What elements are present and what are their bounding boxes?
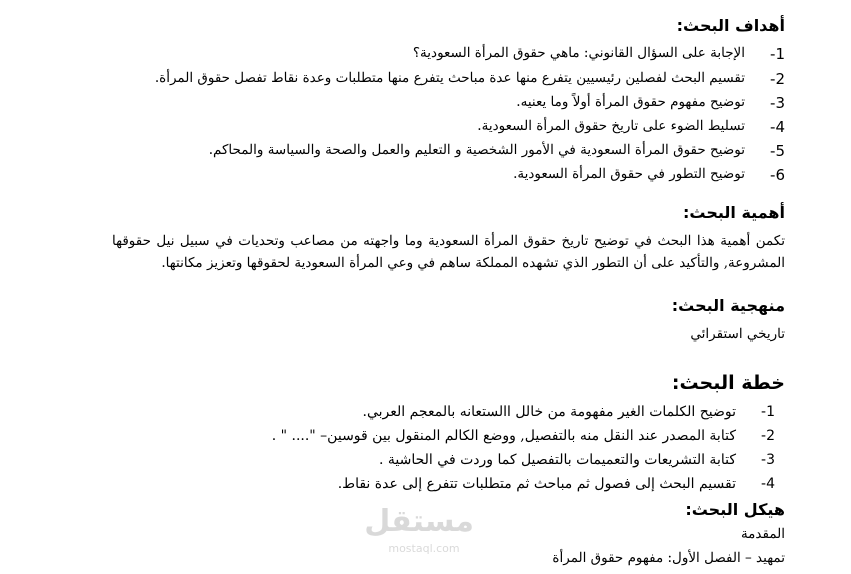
list-item-text: توضيح الكلمات الغير مفهومة من خالل االستعانه بالمعجم العربي. (362, 404, 736, 420)
list-item (0, 94, 785, 114)
list-item (0, 428, 785, 450)
list-item-number: 3- (761, 452, 775, 468)
list-item-number: 2- (761, 428, 775, 444)
list-item-number: 2- (770, 70, 785, 88)
list-item-text: تقسيم البحث إلى فصول ثم مباحث ثم متطلبات تتفرع إلى عدة نقاط. (337, 476, 736, 492)
list-item-text: توضيح التطور في حقوق المرأة السعودية. (513, 166, 745, 182)
list-item-number: 4- (761, 476, 775, 492)
list-item-number: 6- (770, 166, 785, 184)
structure-line: تمهيد – الفصل الأول: مفهوم حقوق المرأة (552, 550, 785, 566)
list-item (0, 166, 785, 186)
list-item-number: 3- (770, 94, 785, 112)
list-item (0, 118, 785, 138)
list-item-text: توضيح حقوق المرأة السعودية في الأمور الشخصية و التعليم والعمل والصحة والسياسة والمحاكم. (208, 142, 745, 158)
methodology-text: تاريخي استقرائي (690, 326, 785, 342)
list-item-text: كتابة المصدر عند النقل منه بالتفصيل, ووضع الكالم المنقول بين قوسين– ".... " . (271, 428, 736, 444)
list-item (0, 70, 785, 90)
list-item (0, 452, 785, 474)
list-item-text: كتابة التشريعات والتعميمات بالتفصيل كما وردت في الحاشية . (379, 452, 736, 468)
list-item (0, 45, 785, 65)
watermark-url: mostaql.com (388, 542, 460, 555)
structure-line: المقدمة (740, 526, 785, 542)
list-item (0, 476, 785, 498)
plan-heading: خطة البحث: (671, 372, 785, 394)
methodology-heading: منهجية البحث: (671, 296, 785, 315)
list-item-number: 1- (770, 45, 785, 63)
list-item (0, 404, 785, 426)
list-item-number: 1- (761, 404, 775, 420)
list-item-text: تسليط الضوء على تاريخ حقوق المرأة السعودية. (477, 118, 745, 134)
structure-heading: هيكل البحث: (685, 500, 785, 519)
list-item-number: 4- (770, 118, 785, 136)
importance-heading: أهمية البحث: (683, 203, 785, 222)
list-item-text: الإجابة على السؤال القانوني: ماهي حقوق المرأة السعودية؟ (412, 45, 745, 61)
watermark-logo: مستقل (364, 504, 474, 539)
list-item-text: توضيح مفهوم حقوق المرأة أولاً وما يعنيه. (516, 94, 745, 110)
objectives-heading: أهداف البحث: (676, 16, 785, 35)
list-item (0, 142, 785, 162)
list-item-text: تقسيم البحث لفصلين رئيسيين يتفرع منها عدة مباحث يتفرع منها متطلبات وعدة نقاط تفصل حقوق المرأة. (154, 70, 745, 86)
importance-paragraph: تكمن أهمية هذا البحث في توضيح تاريخ حقوق المرأة السعودية وما واجهته من مصاعب وتحديات في سبيل نيل حقوقها المشروعة, والتأكيد على أن التطور الذي تشهده المملكة ساهم في وعي المرأة السعودية لحقوقها وتعزيز مكانتها. (112, 233, 785, 271)
list-item-number: 5- (770, 142, 785, 160)
watermark (364, 504, 474, 563)
